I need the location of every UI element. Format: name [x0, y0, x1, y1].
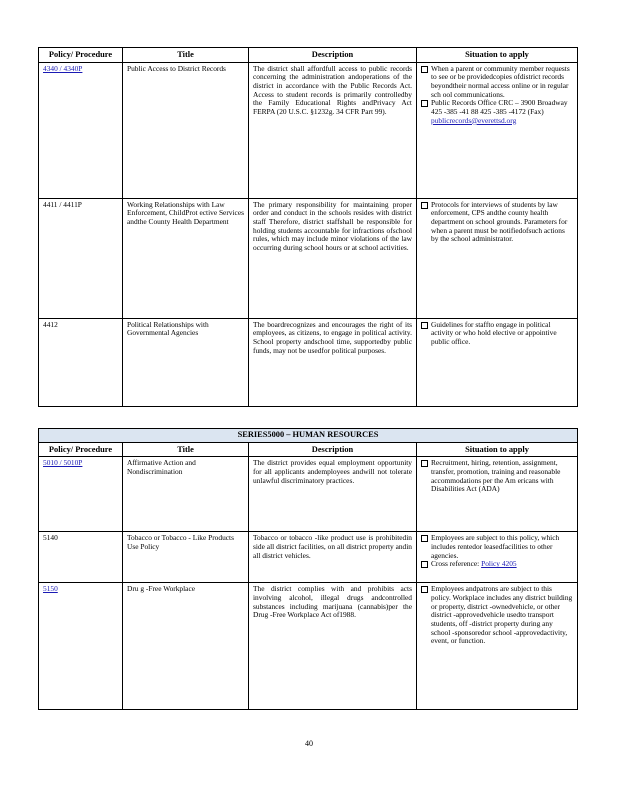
situation-item	[421, 201, 573, 245]
header-description: Description	[249, 442, 417, 457]
situation-link[interactable]: Policy 4205	[481, 559, 517, 569]
policy-table-bottom	[38, 428, 578, 710]
checkbox-bullet-icon	[421, 322, 428, 329]
table-row	[39, 457, 578, 532]
title-cell: Tobacco or Tobacco - Like Products Use Policy	[123, 532, 249, 583]
header-situation: Situation to apply	[417, 442, 578, 457]
situation-cell	[417, 318, 578, 406]
title-cell: Public Access to District Records	[123, 62, 249, 198]
header-policy: Policy/ Procedure	[39, 442, 123, 457]
situation-text: Employees andpatrons are subject to this policy. Workplace includes any district building or property, district -ownedvehicle, or other district -approvedvehicle usedto transport students, off -district property during any school -sponsoredor school -approvedactivity, event, or function.	[431, 584, 573, 646]
description-cell: The primary responsibility for maintaining proper order and conduct in the schools resides with district staff Therefore, district staffshall be responsible for holding students accountable for infractions ofschool rules, which may include minor violations of the law occurring during school hours or at school activities.	[249, 198, 417, 318]
table-header-row	[39, 442, 578, 457]
series-heading: SERIES5000 – HUMAN RESOURCES	[39, 429, 578, 443]
situation-item	[421, 459, 573, 494]
situation-text: Public Records Office CRC – 3900 Broadway 425 -385 -41 88 425 -385 -4172 (Fax)	[431, 98, 568, 117]
policy-table-top	[38, 47, 578, 407]
situation-text: Protocols for interviews of students by law enforcement, CPS andthe county health department on school grounds. Parameters for when a parent must be notifiedofsuch actions by the school administrator.	[431, 199, 568, 244]
policy-cell	[39, 457, 123, 532]
page-number: 40	[305, 739, 313, 748]
table-body-bottom	[39, 457, 578, 710]
table-row	[39, 198, 578, 318]
situation-cell	[417, 532, 578, 583]
table-row	[39, 532, 578, 583]
policy-number: 4412	[43, 319, 58, 329]
policy-number: 5140	[43, 533, 58, 543]
situation-item	[421, 321, 573, 347]
situation-cell	[417, 457, 578, 532]
header-title: Title	[123, 442, 249, 457]
situation-item	[421, 534, 573, 560]
situation-cell	[417, 198, 578, 318]
policy-cell	[39, 62, 123, 198]
description-cell: The district complies with and prohibits acts involving alcohol, illegal drugs andcontrolled substances including marijuana (cannabis)per the Drug -Free Workplace Act of1988.	[249, 583, 417, 710]
title-cell: Dru g -Free Workplace	[123, 583, 249, 710]
policy-link[interactable]: 5010 / 5010P	[43, 458, 83, 468]
title-cell: Working Relationships with Law Enforcement, ChildProt ective Services andthe County Health Department	[123, 198, 249, 318]
table-body-top	[39, 62, 578, 406]
checkbox-bullet-icon	[421, 586, 428, 593]
table-header-row	[39, 48, 578, 63]
situation-cell	[417, 62, 578, 198]
situation-cell	[417, 583, 578, 710]
checkbox-bullet-icon	[421, 535, 428, 542]
checkbox-bullet-icon	[421, 66, 428, 73]
header-description: Description	[249, 48, 417, 63]
policy-cell	[39, 198, 123, 318]
checkbox-bullet-icon	[421, 561, 428, 568]
situation-item	[421, 560, 573, 569]
situation-text: Cross reference:	[431, 559, 480, 569]
policy-cell	[39, 583, 123, 710]
policy-link[interactable]: 5150	[43, 584, 58, 594]
table-row	[39, 318, 578, 406]
header-situation: Situation to apply	[417, 48, 578, 63]
situation-item	[421, 65, 573, 100]
checkbox-bullet-icon	[421, 460, 428, 467]
situation-item	[421, 585, 573, 646]
series-heading-row	[39, 429, 578, 443]
situation-link[interactable]: publicrecords@everettsd.org	[431, 115, 517, 125]
header-policy: Policy/ Procedure	[39, 48, 123, 63]
policy-cell	[39, 532, 123, 583]
table-row	[39, 62, 578, 198]
table-row	[39, 583, 578, 710]
checkbox-bullet-icon	[421, 202, 428, 209]
title-cell: Affirmative Action and Nondiscrimination	[123, 457, 249, 532]
situation-text: Recruitment, hiring, retention, assignment, transfer, promotion, training and reasonable accommodations per the Am ericans with Disabilities Act (ADA)	[431, 458, 561, 494]
policy-cell	[39, 318, 123, 406]
description-cell: The district shall affordfull access to public records concerning the administration andoperations of the district in accordance with the Public Records Act. Access to student records is primarily controlledby the Family Educational Rights andPrivacy Act FERPA (20 U.S.C. §1232g. 34 CFR Part 99).	[249, 62, 417, 198]
situation-text: When a parent or community member requests to see or be providedcopies ofdistrict records beyondtheir normal access online or in regular sch ool communications.	[431, 63, 570, 99]
situation-text: Employees are subject to this policy, which includes rentedor leasedfacilities to other agencies.	[431, 533, 560, 560]
situation-text: Guidelines for staffto engage in political activity or who hold elective or appointive public office.	[431, 319, 557, 346]
description-cell: The district provides equal employment opportunity for all applicants andemployees andwill not tolerate unlawful discriminatory practices.	[249, 457, 417, 532]
policy-link[interactable]: 4340 / 4340P	[43, 63, 83, 73]
header-title: Title	[123, 48, 249, 63]
checkbox-bullet-icon	[421, 100, 428, 107]
description-cell: Tobacco or tobacco -like product use is prohibitedin side all district facilities, on all district property andin all district vehicles.	[249, 532, 417, 583]
policy-number: 4411 / 4411P	[43, 199, 82, 209]
situation-item	[421, 99, 573, 125]
title-cell: Political Relationships with Governmental Agencies	[123, 318, 249, 406]
description-cell: The boardrecognizes and encourages the right of its employees, as citizens, to engage in political activity. School property andschool time, supportedby public funds, may not be usedfor political purposes.	[249, 318, 417, 406]
